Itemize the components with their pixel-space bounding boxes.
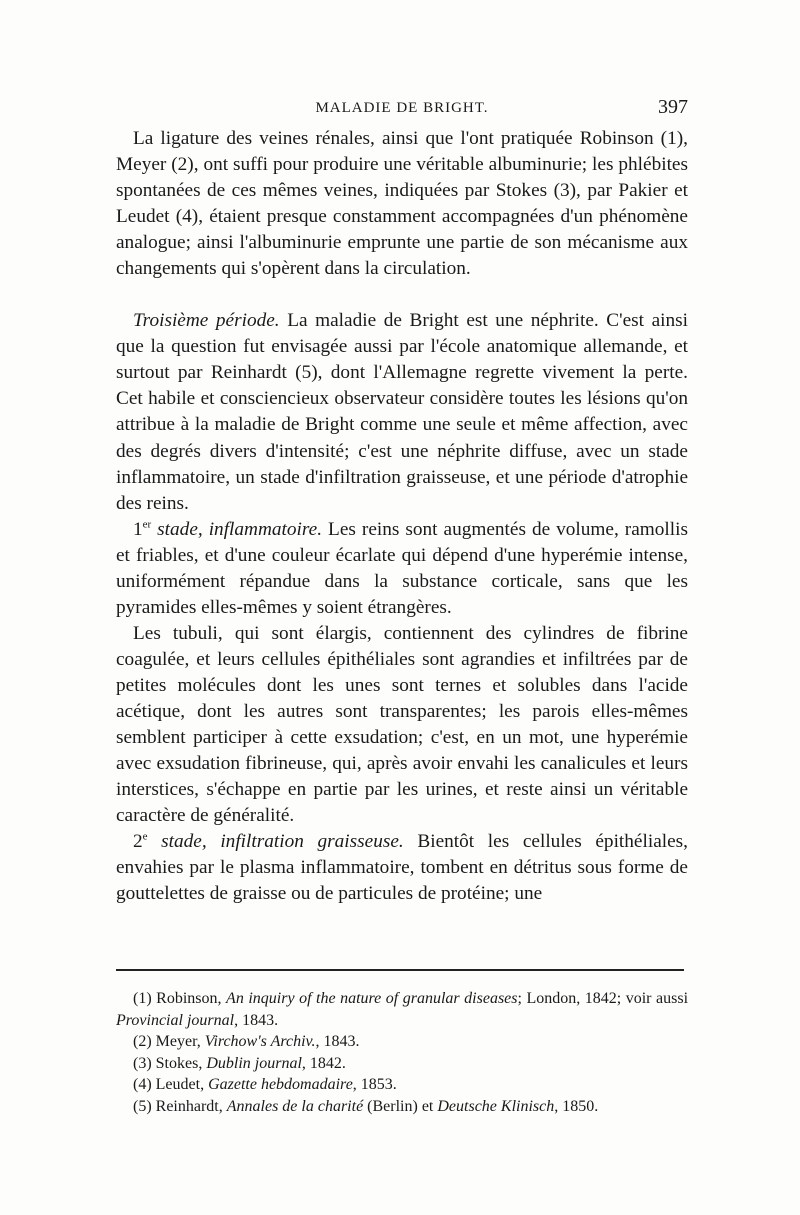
paragraph-ligature: La ligature des veines rénales, ainsi que l'ont pratiquée Robinson (1), Meyer (2), ont suffi pour produire une véritable albuminurie; les phlébites spontanées de ces mêmes veines, indiquées par Stokes (3), par Pakier et Leudet (4), étaient presque constamment accompagnées d'un phénomène analogue; ainsi l'albuminurie emprunte une partie de son mécanisme aux changements qui s'opèrent dans la circulation. bbox=[116, 128, 688, 280]
stage-heading: stade, inflammatoire. bbox=[151, 518, 323, 540]
paragraph-stage-2 bbox=[116, 829, 688, 907]
footnote-text: , 1843. bbox=[315, 1033, 360, 1050]
footnote-text: (1) Robinson, bbox=[133, 990, 227, 1007]
footnote-title: Deutsche Klinisch bbox=[437, 1097, 555, 1115]
footnote-text: , 1842. bbox=[301, 1054, 346, 1072]
footnote-5 bbox=[116, 1096, 688, 1118]
main-text bbox=[116, 126, 688, 907]
footnote-text: , 1853. bbox=[352, 1076, 397, 1093]
footnote-text: , 1843. bbox=[234, 1011, 279, 1029]
footnote-title: Virchow's Archiv. bbox=[204, 1033, 316, 1050]
footnote-title: An inquiry of the nature of granular diseases bbox=[226, 990, 518, 1007]
stage-heading: stade, infiltration graisseuse. bbox=[147, 831, 404, 853]
footnote-text: (2) Meyer, bbox=[133, 1033, 205, 1050]
section-heading-third-period: Troisième période. bbox=[133, 310, 280, 332]
page-number: 397 bbox=[658, 96, 688, 118]
page-header bbox=[116, 96, 688, 126]
paragraph-text: La maladie de Bright est une néphrite. C'est ainsi que la question fut envisagée aussi par l'école anatomique allemande, et surtout par Reinhardt (5), dont l'Allemagne regrette vivement la perte. Cet habile et consciencieux observateur considère toutes les lésions qu'on attribue à la maladie de Bright comme une seule et même affection, avec des degrés divers d'intensité; c'est une néphrite diffuse, avec un stade inflammatoire, un stade d'infiltration graisseuse, et une période d'atrophie des reins. bbox=[116, 310, 689, 514]
footnote-3 bbox=[116, 1053, 688, 1075]
footnote-divider bbox=[116, 969, 684, 971]
paragraph-text: Les reins sont augmentés de volume, ramollis et friables, et d'une couleur écarlate qui dépend d'une hyperémie intense, uniformément répandue dans la substance corticale, sans que les pyramides elles-mêmes y soient étrangères. bbox=[116, 518, 688, 618]
footnote-title: Dublin journal bbox=[206, 1054, 302, 1072]
paragraph-stage-1 bbox=[116, 517, 688, 621]
footnote-text: (5) Reinhardt, bbox=[133, 1097, 227, 1115]
stage-ordinal: er bbox=[142, 518, 152, 531]
footnote-text: (4) Leudet, bbox=[133, 1076, 209, 1093]
footnote-title: Annales de la charité bbox=[226, 1097, 364, 1115]
footnote-2 bbox=[116, 1031, 688, 1053]
paragraph-tubuli: Les tubuli, qui sont élargis, contiennent des cylindres de fibrine coagulée, et leurs cellules épithéliales sont agrandies et infiltrées par de petites molécules dont les unes sont ternes et solubles dans l'acide acétique, dont les autres sont transparentes; les parois elles-mêmes semblent participer à cette exsudation; c'est, en un mot, une hyperémie avec exsudation fibrineuse, qui, après avoir envahi les canalicules et leurs interstices, s'échappe en partie par les urines, et reste ainsi un véritable caractère de généralité. bbox=[116, 622, 688, 827]
running-title: MALADIE DE BRIGHT. bbox=[315, 100, 489, 116]
footnote-title: Provincial journal bbox=[116, 1011, 235, 1029]
footnote-4 bbox=[116, 1074, 688, 1096]
footnote-text: , 1850. bbox=[554, 1097, 599, 1115]
footnote-text: (Berlin) et bbox=[363, 1097, 438, 1115]
stage-number: 1 bbox=[133, 518, 143, 540]
paragraph-text: Bientôt les cellules épithéliales, envahies par le plasma inflammatoire, tombent en détritus sous forme de gouttelettes de graisse ou de particules de protéine; une bbox=[116, 831, 688, 905]
footnote-title: Gazette hebdomadaire bbox=[208, 1076, 353, 1093]
footnotes bbox=[116, 988, 688, 1117]
footnote-text: ; London, 1842; voir aussi bbox=[517, 990, 689, 1007]
footnote-text: (3) Stokes, bbox=[133, 1054, 207, 1072]
paragraph-third-period bbox=[116, 308, 688, 516]
stage-number: 2 bbox=[133, 831, 143, 853]
stage-ordinal: e bbox=[142, 830, 148, 843]
footnote-1 bbox=[116, 988, 688, 1031]
